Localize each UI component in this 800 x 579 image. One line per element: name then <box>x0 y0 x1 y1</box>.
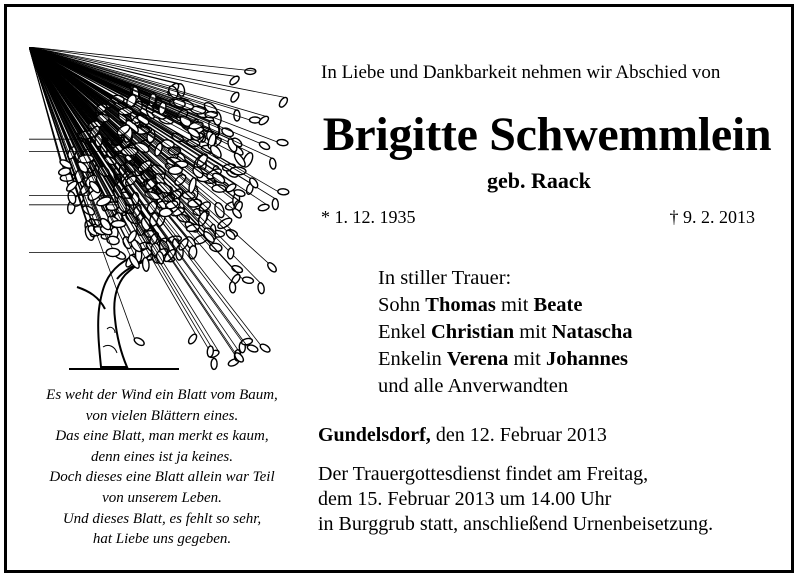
notice-frame <box>4 4 794 573</box>
service-line: dem 15. Februar 2013 um 14.00 Uhr <box>318 488 612 510</box>
poem-line: Es weht der Wind ein Blatt vom Baum, <box>46 387 278 403</box>
mourners-closing: und alle Anverwandten <box>378 375 569 397</box>
mourner-line: Enkel Christian mit Natascha <box>378 321 633 343</box>
service-line: Der Trauergottesdienst findet am Freitag, <box>318 463 649 485</box>
place-date <box>318 424 607 447</box>
service-info <box>318 462 713 537</box>
poem <box>15 385 309 550</box>
service-line: in Burggrub statt, anschließend Urnenbeisetzung. <box>318 513 714 535</box>
notice-date: den 12. Februar 2013 <box>430 424 607 446</box>
maiden-name: geb. Raack <box>487 168 591 193</box>
deceased-name: Brigitte Schwemmlein <box>322 108 772 161</box>
town: Gundelsdorf, <box>318 424 431 446</box>
poem-line: hat Liebe uns gegeben. <box>92 531 232 548</box>
poem-line: denn eines ist ja keines. <box>90 448 234 465</box>
mourners-block <box>378 265 633 400</box>
mourner-line: Enkelin Verena mit Johannes <box>378 348 629 370</box>
mourner-line: Sohn Thomas mit Beate <box>378 294 583 316</box>
birth-date: * 1. 12. 1935 <box>321 207 416 227</box>
intro-text: In Liebe und Dankbarkeit nehmen wir Abschied von <box>321 62 721 83</box>
poem-line: Und dieses Blatt, es fehlt so sehr, <box>62 510 262 527</box>
poem-line: von unserem Leben. <box>102 489 222 506</box>
death-date: † 9. 2. 2013 <box>669 207 755 227</box>
poem-line: von vielen Blättern eines. <box>85 407 239 424</box>
poem-line: Doch dieses eine Blatt allein war Teil <box>49 469 275 486</box>
windblown-tree-icon <box>29 47 291 377</box>
mourners-heading: In stiller Trauer: <box>378 267 512 289</box>
poem-line: Das eine Blatt, man merkt es kaum, <box>55 428 269 445</box>
